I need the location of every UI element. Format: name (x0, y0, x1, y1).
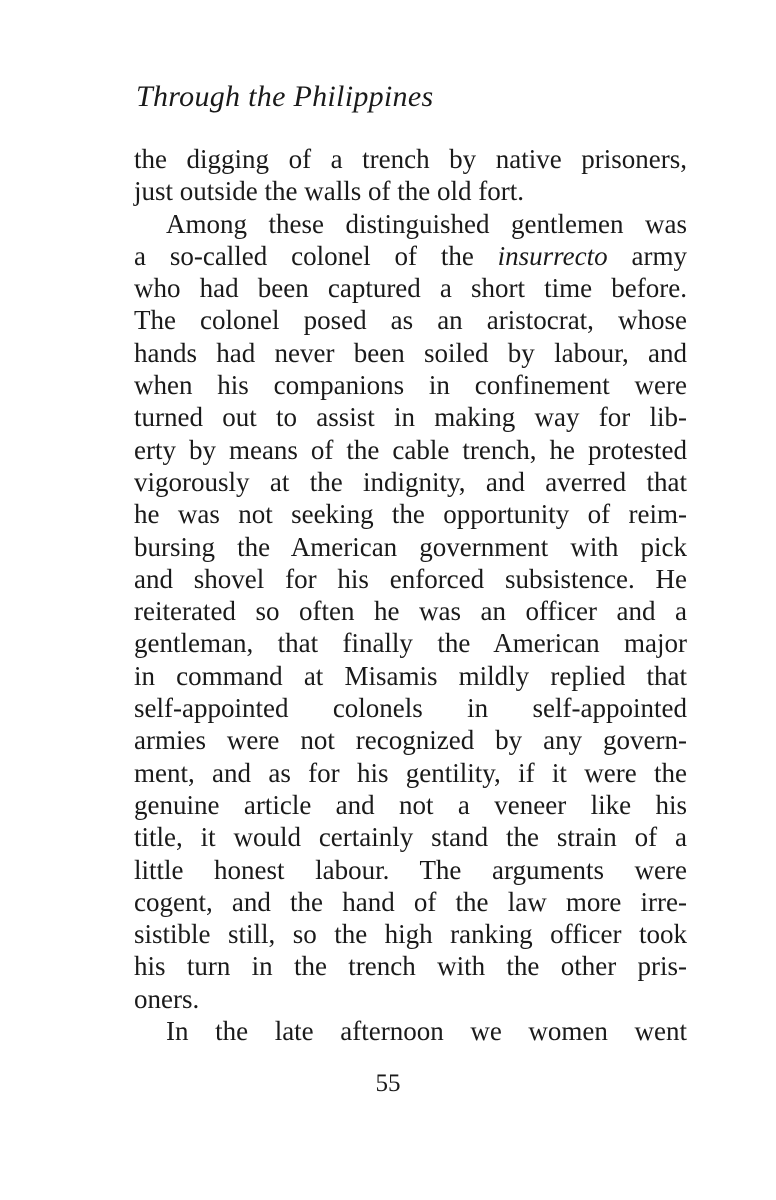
text-line: oners. (134, 983, 200, 1014)
text-line: turned out to assist in making way for lib- (134, 402, 687, 433)
text-line: when his companions in confinement were (134, 370, 687, 401)
text-line: ment, and as for his gentility, if it were the (134, 757, 687, 788)
text-line: In the late afternoon we women went (166, 1016, 687, 1047)
text-line: gentleman, that finally the American major (134, 628, 687, 659)
text-line: sistible still, so the high ranking officer took (134, 919, 687, 950)
text-line-with-italic (134, 240, 687, 272)
text-line: little honest labour. The arguments were (134, 854, 687, 885)
text-line: who had been captured a short time before. (134, 273, 687, 304)
text-line: hands had never been soiled by labour, and (134, 337, 687, 368)
text-line: the digging of a trench by native prisoners, (134, 144, 687, 174)
text-line: vigorously at the indignity, and averred that (134, 466, 687, 497)
text-line: self-appointed colonels in self-appointed (134, 693, 687, 724)
running-head: Through the Philippines (136, 80, 434, 113)
text-line: he was not seeking the opportunity of reim- (134, 499, 687, 530)
text-line: in command at Misamis mildly replied that (134, 660, 687, 691)
text-line: his turn in the trench with the other pris- (134, 951, 687, 982)
text-segment: army (607, 240, 687, 271)
italic-word: insurrecto (497, 240, 608, 271)
text-line: armies were not recognized by any govern- (134, 725, 687, 756)
text-line: genuine article and not a veneer like his (134, 789, 687, 820)
text-line: cogent, and the hand of the law more irre- (134, 886, 687, 917)
text-line: just outside the walls of the old fort. (134, 176, 524, 207)
text-line: bursing the American government with pick (134, 531, 687, 562)
body-text (134, 143, 687, 1047)
text-line: erty by means of the cable trench, he protested (134, 434, 687, 465)
text-line: Among these distinguished gentlemen was (166, 208, 687, 239)
text-segment: a so-called colonel of the (134, 240, 498, 271)
page-number: 55 (375, 1070, 401, 1097)
text-line: reiterated so often he was an officer and a (134, 596, 687, 627)
text-line: title, it would certainly stand the strain of a (134, 822, 687, 853)
text-line: and shovel for his enforced subsistence. He (134, 563, 687, 594)
text-line: The colonel posed as an aristocrat, whose (134, 305, 687, 336)
